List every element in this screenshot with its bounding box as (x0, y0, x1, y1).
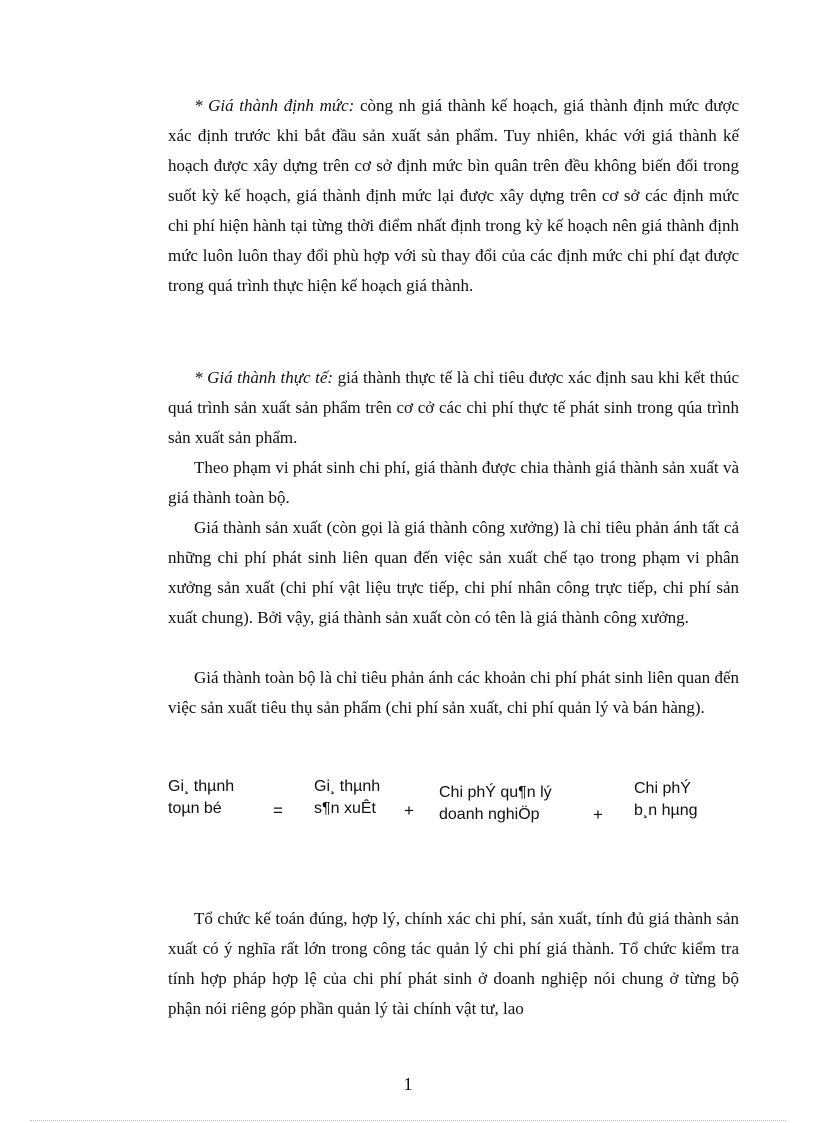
paragraph-lead: * Giá thành thực tế: (194, 368, 334, 387)
paragraph-body: còng nh giá thành kế hoạch, giá thành định mức được xác định trước khi bắt đầu sản xuất sản phẩm. Tuy nhiên, khác với giá thành kế hoạch được xây dựng trên cơ sở định mức bìn quân trên đều không biến đổi trong suốt kỳ kế hoạch, giá thành định mức lại được xây dựng trên cơ sở các định mức chi phí hiện hành tại từng thời điểm nhất định trong kỳ kế hoạch nên giá thành định mức luôn luôn thay đổi phù hợp với sù thay đổi của các định mức chi phí đạt được trong quá trình thực hiện kế hoạch giá thành. (168, 96, 739, 295)
formula-term-line: Gi¸ thµnh (168, 778, 235, 795)
formula-term-line: b¸n hµng (634, 802, 698, 819)
formula-term-line: doanh nghiÖp (439, 806, 540, 823)
formula-plus: + (593, 805, 603, 824)
cost-formula (0, 776, 816, 836)
paragraph-to-chuc: Tổ chức kế toán đúng, hợp lý, chính xác chi phí, sản xuất, tính đủ giá thành sản xuất có ý nghĩa rất lớn trong công tác quản lý chi phí giá thành. Tổ chức kiểm tra tính hợp pháp hợp lệ của chi phí phát sinh ở doanh nghiệp nói chung ở từng bộ phận nói riêng góp phần quản lý tài chính vật tư, lao (168, 909, 739, 1018)
formula-term-selling-cost (634, 778, 697, 822)
paragraph-gia-thanh-toan-bo: Giá thành toàn bộ là chỉ tiêu phản ánh các khoản chi phí phát sinh liên quan đến việc sản xuất tiêu thụ sản phẩm (chi phí sản xuất, chi phí quản lý và bán hàng). (168, 668, 739, 717)
formula-term-line: toµn bé (168, 800, 222, 817)
paragraph-thuc-te (168, 363, 739, 453)
formula-term-line: Gi¸ thµnh (314, 778, 381, 795)
formula-term-line: s¶n xuÊt (314, 800, 376, 817)
formula-term-line: Chi phÝ (634, 780, 691, 797)
formula-term-line: Chi phÝ qu¶n lý (439, 784, 552, 801)
formula-equals: = (273, 801, 283, 820)
page-number: 1 (403, 1074, 413, 1094)
paragraph-pham-vi: Theo phạm vi phát sinh chi phí, giá thành được chia thành giá thành sản xuất và giá thành toàn bộ. (168, 458, 739, 507)
paragraph-body: giá thành thực tế là chỉ tiêu được xác định sau khi kết thúc quá trình sản xuất sản phẩm trên cơ cở các chi phí thực tế phát sinh trong qúa trình sản xuất sản phẩm. (168, 368, 739, 447)
paragraph-dinh-muc (168, 91, 739, 301)
formula-plus: + (404, 801, 414, 820)
formula-term-management-cost (439, 782, 552, 826)
paragraph-gia-thanh-san-xuat: Giá thành sản xuất (còn gọi là giá thành công xưởng) là chỉ tiêu phản ánh tất cả những chi phí phát sinh liên quan đến việc sản xuất chế tạo trong phạm vi phân xưởng sản xuất (chi phí vật liệu trực tiếp, chi phí nhân công trực tiếp, chi phí sản xuất chung). Bởi vậy, giá thành sản xuất còn có tên là giá thành công xưởng. (168, 518, 739, 627)
paragraph-lead: * Giá thành định mức: (194, 96, 355, 115)
formula-term-production-cost (314, 776, 380, 820)
formula-term-total-cost (168, 776, 234, 820)
footer-divider (30, 1120, 786, 1121)
